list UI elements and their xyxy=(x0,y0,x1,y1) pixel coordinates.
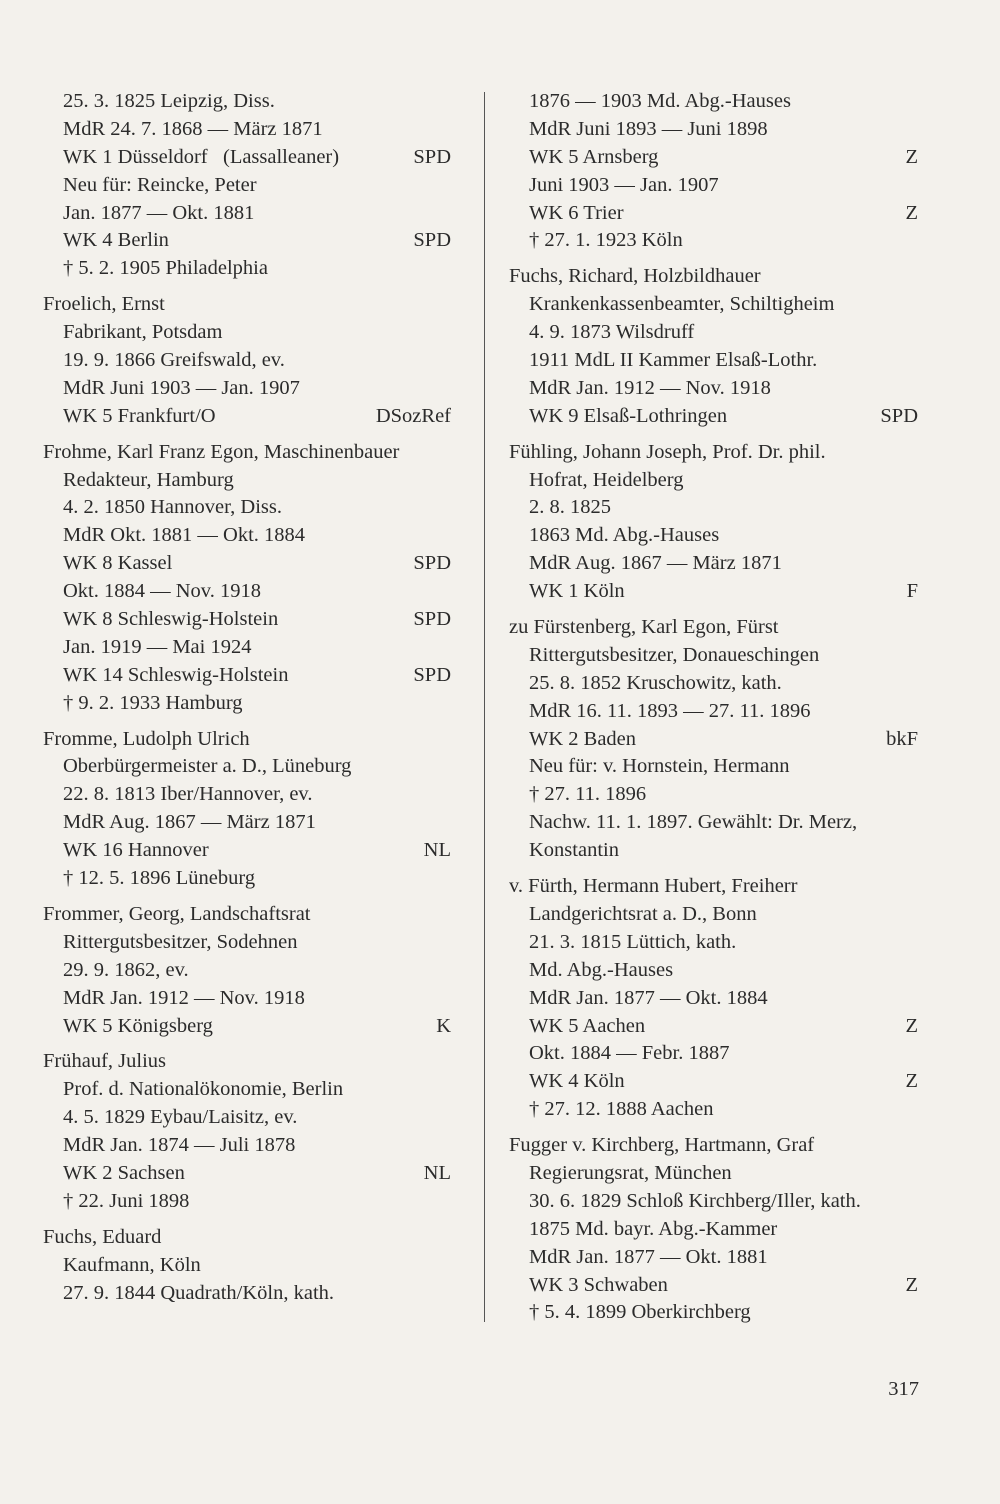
entry-line xyxy=(43,1252,451,1280)
entry-line xyxy=(509,726,918,754)
entry-line-text: † 9. 2. 1933 Hamburg xyxy=(63,691,243,714)
party-label: Z xyxy=(905,1014,918,1037)
entry-line xyxy=(43,1076,451,1104)
entry-line-text: Neu für: v. Hornstein, Hermann xyxy=(529,755,790,778)
entry-name xyxy=(43,291,451,319)
entry-line xyxy=(509,1299,918,1327)
entry-line xyxy=(43,200,451,228)
entry-line-text: MdR Jan. 1912 — Nov. 1918 xyxy=(63,986,305,1009)
entry-line xyxy=(43,467,451,495)
entry-line-text: † 12. 5. 1896 Lüneburg xyxy=(63,867,256,890)
entry-line-text: 22. 8. 1813 Iber/Hannover, ev. xyxy=(63,783,313,806)
entry-line-text: Konstantin xyxy=(529,839,619,862)
entry-line xyxy=(509,781,918,809)
entry-line xyxy=(43,522,451,550)
entry-line-text: Jan. 1919 — Mai 1924 xyxy=(63,635,252,658)
entry-line xyxy=(43,1280,451,1308)
entry-line xyxy=(509,319,918,347)
biography-entry xyxy=(509,439,918,606)
biography-entry xyxy=(43,439,451,718)
entry-name-text: Fuchs, Eduard xyxy=(43,1225,162,1248)
entry-line-text: 4. 2. 1850 Hannover, Diss. xyxy=(63,496,282,519)
entry-line xyxy=(43,116,451,144)
entry-line xyxy=(509,670,918,698)
entry-line xyxy=(43,1188,451,1216)
entry-line-text: MdR Aug. 1867 — März 1871 xyxy=(529,552,782,575)
entry-line xyxy=(509,901,918,929)
entry-line-text: 19. 9. 1866 Greifswald, ev. xyxy=(63,349,285,372)
entry-line xyxy=(43,88,451,116)
entry-name-text: Fromme, Ludolph Ulrich xyxy=(43,727,250,750)
party-label: Z xyxy=(905,1273,918,1296)
entry-line xyxy=(43,255,451,283)
entry-line xyxy=(509,1160,918,1188)
entry-line xyxy=(43,1160,451,1188)
entry-line-text: WK 2 Baden xyxy=(529,727,637,750)
entry-line xyxy=(509,291,918,319)
party-label: Z xyxy=(905,145,918,168)
biography-entry xyxy=(509,88,918,255)
entry-name xyxy=(509,263,918,291)
entry-line xyxy=(509,403,918,431)
entry-line xyxy=(509,1216,918,1244)
entry-line-text: Fabrikant, Potsdam xyxy=(63,321,223,344)
entry-line xyxy=(509,1096,918,1124)
entry-line-text: WK 5 Frankfurt/O xyxy=(63,404,216,427)
entry-line-text: WK 1 Köln xyxy=(529,580,625,603)
entry-line-text: Nachw. 11. 1. 1897. Gewählt: Dr. Merz, xyxy=(529,811,858,834)
party-label: SPD xyxy=(413,608,451,631)
entry-name-text: Frühauf, Julius xyxy=(43,1050,166,1073)
entry-name xyxy=(43,726,451,754)
entry-name-text: Froelich, Ernst xyxy=(43,293,165,316)
entry-line-text: † 27. 12. 1888 Aachen xyxy=(529,1098,714,1121)
entry-line-text: WK 16 Hannover xyxy=(63,839,209,862)
entry-line-text: MdR Aug. 1867 — März 1871 xyxy=(63,811,316,834)
entry-line xyxy=(43,172,451,200)
entry-line-text: Rittergutsbesitzer, Sodehnen xyxy=(63,930,298,953)
entry-line-text: Neu für: Reincke, Peter xyxy=(63,173,257,196)
entry-line xyxy=(509,1272,918,1300)
entry-line-text: MdR Jan. 1912 — Nov. 1918 xyxy=(529,376,771,399)
entry-line xyxy=(509,494,918,522)
entry-line xyxy=(43,634,451,662)
entry-line xyxy=(509,1068,918,1096)
entry-line-text: WK 6 Trier xyxy=(529,201,624,224)
biography-entry xyxy=(509,614,918,865)
party-label: SPD xyxy=(413,229,451,252)
entry-name xyxy=(43,901,451,929)
entry-line-text: WK 2 Sachsen xyxy=(63,1161,185,1184)
entry-line-text: WK 14 Schleswig-Holstein xyxy=(63,663,289,686)
entry-line xyxy=(43,865,451,893)
column-divider xyxy=(484,92,485,1322)
entry-line-text: 25. 8. 1852 Kruschowitz, kath. xyxy=(529,671,782,694)
entry-line-text: 1875 Md. bayr. Abg.-Kammer xyxy=(529,1217,778,1240)
entry-line-text: MdR Jan. 1874 — Juli 1878 xyxy=(63,1134,296,1157)
entry-line xyxy=(43,403,451,431)
entry-name-text: Fuchs, Richard, Holzbildhauer xyxy=(509,265,761,288)
entry-line-text: † 5. 4. 1899 Oberkirchberg xyxy=(529,1301,751,1324)
entry-line xyxy=(509,837,918,865)
entry-line xyxy=(43,606,451,634)
entry-line xyxy=(43,781,451,809)
party-label: SPD xyxy=(880,404,918,427)
entry-name xyxy=(509,439,918,467)
entry-name xyxy=(509,873,918,901)
entry-line-text: WK 5 Arnsberg xyxy=(529,145,659,168)
entry-line xyxy=(43,578,451,606)
entry-line xyxy=(509,578,918,606)
entry-line xyxy=(509,550,918,578)
entry-line-text: WK 9 Elsaß-Lothringen xyxy=(529,404,728,427)
entry-line xyxy=(43,1132,451,1160)
entry-name-text: Frommer, Georg, Landschaftsrat xyxy=(43,902,311,925)
entry-line xyxy=(43,144,451,172)
entry-line xyxy=(43,347,451,375)
biography-entry xyxy=(43,1048,451,1215)
entry-line xyxy=(509,227,918,255)
party-label: SPD xyxy=(413,663,451,686)
entry-line-text: WK 3 Schwaben xyxy=(529,1273,668,1296)
entry-line-text: MdR Jan. 1877 — Okt. 1881 xyxy=(529,1245,768,1268)
entry-line-text: 4. 5. 1829 Eybau/Laisitz, ev. xyxy=(63,1106,298,1129)
entry-line xyxy=(43,662,451,690)
entry-line xyxy=(509,698,918,726)
entry-line xyxy=(43,494,451,522)
entry-line-text: 2. 8. 1825 xyxy=(529,496,611,519)
biography-entry xyxy=(43,1224,451,1308)
entry-line-text: WK 8 Schleswig-Holstein xyxy=(63,608,279,631)
entry-line-text: MdR Jan. 1877 — Okt. 1884 xyxy=(529,986,768,1009)
entry-line xyxy=(43,957,451,985)
party-label: NL xyxy=(423,839,451,862)
entry-line-text: WK 5 Aachen xyxy=(529,1014,646,1037)
entry-line-text: 1876 — 1903 Md. Abg.-Hauses xyxy=(529,90,791,112)
entry-line xyxy=(43,1104,451,1132)
entry-line xyxy=(43,985,451,1013)
entry-line xyxy=(509,522,918,550)
entry-line xyxy=(43,550,451,578)
entry-line xyxy=(43,319,451,347)
entry-line-text: † 27. 1. 1923 Köln xyxy=(529,229,683,252)
entry-line xyxy=(43,375,451,403)
entry-line-text: Krankenkassenbeamter, Schiltigheim xyxy=(529,293,835,316)
left-column xyxy=(43,88,451,1315)
entry-line xyxy=(509,809,918,837)
party-label: SPD xyxy=(413,552,451,575)
entry-line-text: WK 5 Königsberg xyxy=(63,1014,213,1037)
entry-line xyxy=(509,642,918,670)
entry-line xyxy=(509,1188,918,1216)
entry-line-text: 29. 9. 1862, ev. xyxy=(63,958,189,981)
entry-line xyxy=(43,837,451,865)
entry-name xyxy=(43,1048,451,1076)
entry-line-text: 1863 Md. Abg.-Hauses xyxy=(529,524,720,547)
entry-name-text: zu Fürstenberg, Karl Egon, Fürst xyxy=(509,616,779,639)
party-label: F xyxy=(906,580,918,603)
biography-entry xyxy=(509,873,918,1124)
entry-line-text: MdR Okt. 1881 — Okt. 1884 xyxy=(63,524,306,547)
entry-line xyxy=(509,172,918,200)
entry-line-text: WK 4 Berlin xyxy=(63,229,169,252)
entry-name-text: Frohme, Karl Franz Egon, Maschinenbauer xyxy=(43,440,400,463)
entry-line-text: 30. 6. 1829 Schloß Kirchberg/Iller, kath. xyxy=(529,1189,861,1212)
entry-line-text: Regierungsrat, München xyxy=(529,1161,732,1184)
entry-line-text: 1911 MdL II Kammer Elsaß-Lothr. xyxy=(529,349,818,372)
entry-line xyxy=(509,144,918,172)
entry-line-text: WK 8 Kassel xyxy=(63,552,173,575)
right-column xyxy=(509,88,918,1335)
entry-line-text: 25. 3. 1825 Leipzig, Diss. xyxy=(63,90,275,112)
entry-line-text: Landgerichtsrat a. D., Bonn xyxy=(529,902,757,925)
entry-line-text: † 5. 2. 1905 Philadelphia xyxy=(63,257,268,280)
entry-line-text: Jan. 1877 — Okt. 1881 xyxy=(63,201,255,224)
entry-line-text: Md. Abg.-Hauses xyxy=(529,958,674,981)
entry-line xyxy=(509,929,918,957)
entry-line xyxy=(509,467,918,495)
entry-line-text: MdR Juni 1903 — Jan. 1907 xyxy=(63,376,300,399)
entry-name xyxy=(509,614,918,642)
entry-line-text: MdR 24. 7. 1868 — März 1871 xyxy=(63,117,323,140)
entry-line xyxy=(509,985,918,1013)
entry-line-text: Redakteur, Hamburg xyxy=(63,468,234,491)
entry-line-text: Okt. 1884 — Febr. 1887 xyxy=(529,1042,730,1065)
entry-line xyxy=(43,1013,451,1041)
party-label: Z xyxy=(905,1070,918,1093)
entry-line-text: Rittergutsbesitzer, Donaueschingen xyxy=(529,643,820,666)
entry-line-text: 4. 9. 1873 Wilsdruff xyxy=(529,321,695,344)
entry-name xyxy=(43,1224,451,1252)
entry-line xyxy=(43,809,451,837)
entry-line xyxy=(509,347,918,375)
entry-name-text: Fühling, Johann Joseph, Prof. Dr. phil. xyxy=(509,440,826,463)
entry-line xyxy=(509,375,918,403)
entry-line-text: MdR Juni 1893 — Juni 1898 xyxy=(529,117,768,140)
entry-line-text: Oberbürgermeister a. D., Lüneburg xyxy=(63,755,352,778)
party-label: bkF xyxy=(886,727,918,750)
entry-line xyxy=(509,200,918,228)
biography-entry xyxy=(43,88,451,283)
entry-name xyxy=(509,1132,918,1160)
party-label: NL xyxy=(423,1161,451,1184)
entry-line-text: WK 1 Düsseldorf (Lassalleaner) xyxy=(63,145,340,168)
entry-line-text: Kaufmann, Köln xyxy=(63,1253,201,1276)
page-number: 317 xyxy=(888,1378,919,1400)
entry-line-text: 21. 3. 1815 Lüttich, kath. xyxy=(529,930,737,953)
entry-line xyxy=(509,753,918,781)
entry-line-text: Hofrat, Heidelberg xyxy=(529,468,684,491)
biography-entry xyxy=(509,263,918,430)
entry-line-text: † 22. Juni 1898 xyxy=(63,1189,190,1212)
party-label: DSozRef xyxy=(375,404,451,427)
entry-line xyxy=(43,929,451,957)
entry-line xyxy=(509,1040,918,1068)
entry-line-text: WK 4 Köln xyxy=(529,1070,625,1093)
entry-line-text: MdR 16. 11. 1893 — 27. 11. 1896 xyxy=(529,699,811,722)
biography-entry xyxy=(43,291,451,430)
entry-name-text: v. Fürth, Hermann Hubert, Freiherr xyxy=(509,875,798,898)
entry-line-text: 27. 9. 1844 Quadrath/Köln, kath. xyxy=(63,1281,335,1304)
biography-entry xyxy=(509,1132,918,1327)
entry-line xyxy=(509,957,918,985)
party-label: SPD xyxy=(413,145,451,168)
biography-entry xyxy=(43,726,451,893)
biography-entry xyxy=(43,901,451,1040)
entry-line-text: Juni 1903 — Jan. 1907 xyxy=(529,173,719,196)
entry-line xyxy=(43,753,451,781)
entry-name xyxy=(43,439,451,467)
entry-line xyxy=(509,88,918,116)
entry-line xyxy=(509,116,918,144)
entry-line-text: † 27. 11. 1896 xyxy=(529,783,647,806)
party-label: K xyxy=(436,1014,451,1037)
entry-line-text: Okt. 1884 — Nov. 1918 xyxy=(63,580,261,603)
entry-name-text: Fugger v. Kirchberg, Hartmann, Graf xyxy=(509,1134,815,1157)
entry-line xyxy=(509,1244,918,1272)
entry-line xyxy=(43,690,451,718)
entry-line xyxy=(509,1013,918,1041)
party-label: Z xyxy=(905,201,918,224)
entry-line-text: Prof. d. Nationalökonomie, Berlin xyxy=(63,1078,344,1101)
entry-line xyxy=(43,227,451,255)
